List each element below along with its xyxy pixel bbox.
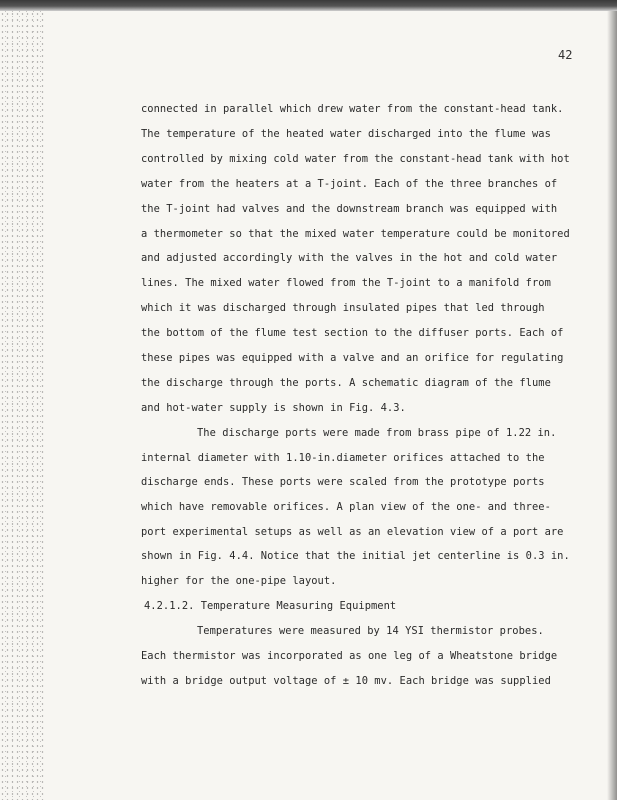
text-line: the T-joint had valves and the downstream branch was equipped with [141, 203, 558, 215]
text-line: and adjusted accordingly with the valves in the hot and cold water [141, 252, 558, 264]
text-line: Temperatures were measured by 14 YSI thermistor probes. [197, 625, 544, 637]
text-line: connected in parallel which drew water from the constant-head tank. [141, 103, 564, 115]
text-line: the bottom of the flume test section to the diffuser ports. Each of [141, 327, 564, 339]
text-line: and hot-water supply is shown in Fig. 4.3. [141, 402, 406, 414]
text-line: a thermometer so that the mixed water temperature could be monitored [141, 228, 570, 240]
text-line: the discharge through the ports. A schematic diagram of the flume [141, 377, 551, 389]
text-line: Each thermistor was incorporated as one leg of a Wheatstone bridge [141, 650, 558, 662]
text-line: The temperature of the heated water discharged into the flume was [141, 128, 551, 140]
text-line: port experimental setups as well as an elevation view of a port are [141, 526, 564, 538]
scan-right-edge [607, 11, 617, 800]
text-line: discharge ends. These ports were scaled from the prototype ports [141, 476, 545, 488]
text-line: The discharge ports were made from brass pipe of 1.22 in. [197, 427, 557, 439]
page-number: 42 [558, 48, 573, 62]
text-line: internal diameter with 1.10-in.diameter orifices attached to the [141, 452, 545, 464]
scan-left-margin-noise [0, 11, 44, 800]
text-line: which have removable orifices. A plan view of the one- and three- [141, 501, 551, 513]
text-line: water from the heaters at a T-joint. Each of the three branches of [141, 178, 558, 190]
text-line: controlled by mixing cold water from the constant-head tank with hot [141, 153, 570, 165]
text-line: with a bridge output voltage of ± 10 mv. Each bridge was supplied [141, 675, 551, 687]
text-line: which it was discharged through insulated pipes that led through [141, 302, 545, 314]
section-heading: 4.2.1.2. Temperature Measuring Equipment [144, 600, 397, 612]
text-line: higher for the one-pipe layout. [141, 575, 337, 587]
text-line: lines. The mixed water flowed from the T-joint to a manifold from [141, 277, 551, 289]
text-line: shown in Fig. 4.4. Notice that the initial jet centerline is 0.3 in. [141, 550, 570, 562]
text-line: these pipes was equipped with a valve and an orifice for regulating [141, 352, 564, 364]
scan-top-edge [0, 0, 617, 11]
